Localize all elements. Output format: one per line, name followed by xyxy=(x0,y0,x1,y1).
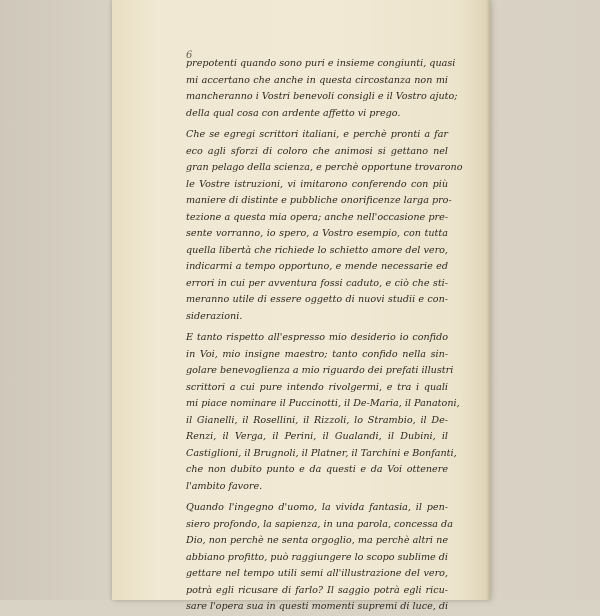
text-line: siero profondo, la sapienza, in una parola, concessa da xyxy=(186,518,453,530)
text-line: golare benevoglienza a mio riguardo dei prefati illustri xyxy=(186,365,454,376)
text-line: indicarmi a tempo opportuno, e mende necessarie ed xyxy=(186,261,448,272)
text-line: che non dubito punto e da questi e da Voi ottenere xyxy=(186,464,448,475)
text-line: gettare nel tempo utili semi all'illustrazione del vero, xyxy=(186,568,448,579)
paragraph xyxy=(186,56,458,122)
text-line: tezione a questa mia opera; anche nell'occasione pre- xyxy=(186,211,448,223)
paragraph xyxy=(186,500,453,616)
text-line: E tanto rispetto all'espresso mio desiderio io confido xyxy=(186,332,448,343)
text-line: scrittori a cui pure intendo rivolgermi, e tra i quali xyxy=(186,381,448,393)
text-line: mi piace nominare il Puccinotti, il De-Maria, il Panatoni, xyxy=(186,398,460,409)
text-line: prepotenti quando sono puri e insieme congiunti, quasi xyxy=(186,58,456,69)
text-line: le Vostre istruzioni, vi imitarono conferendo con più xyxy=(186,178,448,190)
text-line: Renzi, il Verga, il Perini, il Gualandi, il Dubini, il xyxy=(186,431,448,442)
text-line: in Voi, mio insigne maestro; tanto confido nella sin- xyxy=(186,348,448,360)
text-line: meranno utile di essere oggetto di nuovi studii e con- xyxy=(186,294,448,305)
text-line: gran pelago della scienza, e perchè opportune trovarono xyxy=(186,162,463,173)
text-line: siderazioni. xyxy=(186,310,243,322)
text-line: Castiglioni, il Brugnoli, il Platner, il Tarchini e Bonfanti, xyxy=(186,447,457,459)
paragraph xyxy=(186,330,460,495)
text-line: quella libertà che richiede lo schietto amore del vero, xyxy=(186,244,448,256)
page-number: 6 xyxy=(186,50,193,61)
body-text xyxy=(186,56,463,616)
text-line: potrà egli ricusare di farlo? Il saggio potrà egli ricu- xyxy=(186,584,448,596)
text-line: della qual cosa con ardente affetto vi prego. xyxy=(186,107,401,119)
text-line: sare l'opera sua in questi momenti supremi di luce, di xyxy=(186,601,449,612)
text-line: mancheranno i Vostri benevoli consigli e il Vostro ajuto; xyxy=(186,91,458,102)
text-line: maniere di distinte e pubbliche onorificenze larga pro- xyxy=(186,195,452,206)
paragraph xyxy=(186,127,463,325)
book-page xyxy=(112,0,490,612)
text-line: sente vorranno, io spero, a Vostro esempio, con tutta xyxy=(186,228,448,239)
text-line: Quando l'ingegno d'uomo, la vivida fantasia, il pen- xyxy=(186,502,448,513)
text-line: Che se egregi scrittori italiani, e perchè pronti a far xyxy=(186,129,448,140)
text-line: l'ambito favore. xyxy=(186,480,263,492)
text-line: mi accertano che anche in questa circostanza non mi xyxy=(186,74,448,86)
text-line: eco agli sforzi di coloro che animosi si gettano nel xyxy=(186,145,448,157)
text-line: il Gianelli, il Rosellini, il Rizzoli, lo Strambio, il De- xyxy=(186,414,448,426)
text-line: abbiano profitto, può raggiungere lo scopo sublime di xyxy=(186,551,448,563)
text-line: Dio, non perchè ne senta orgoglio, ma perchè altri ne xyxy=(186,535,448,546)
text-line: errori in cui per avventura fossi caduto, e ciò che sti- xyxy=(186,277,448,289)
